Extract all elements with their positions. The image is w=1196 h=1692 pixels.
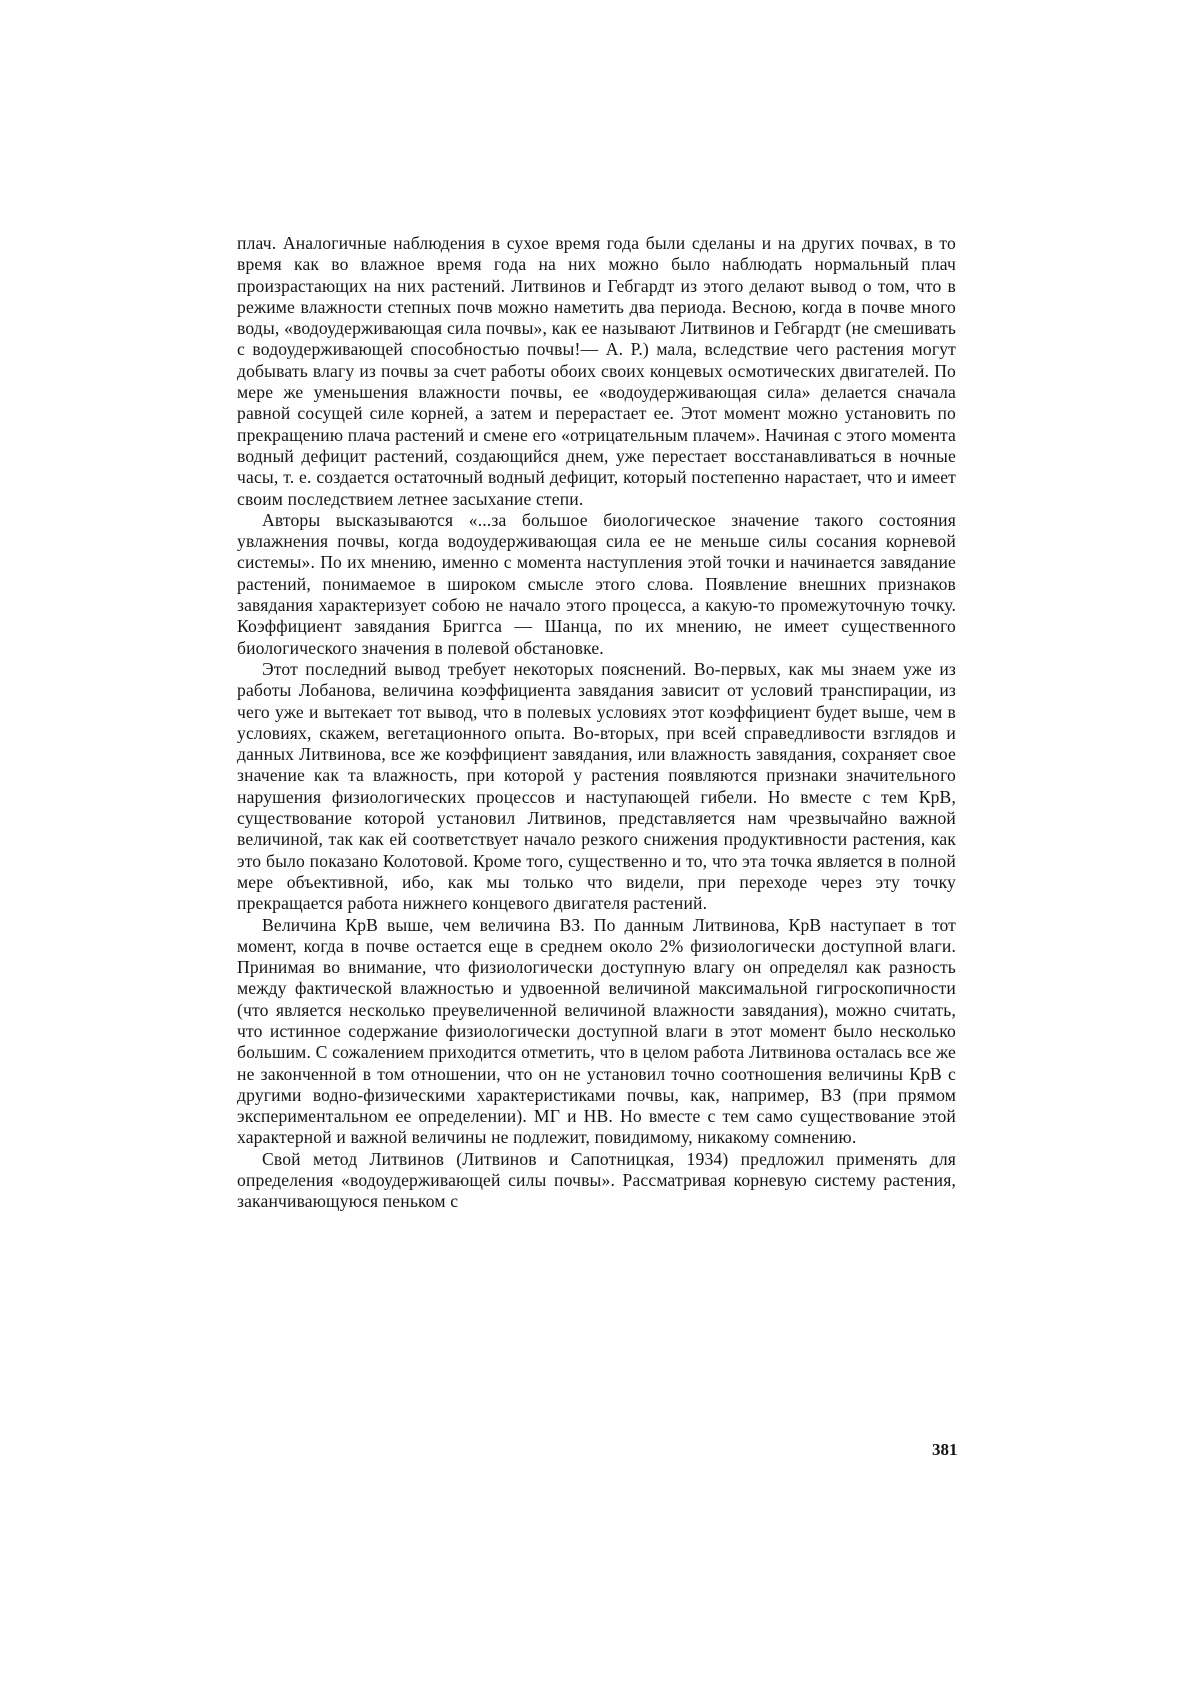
body-text — [237, 233, 956, 1213]
page-number: 381 — [932, 1440, 958, 1459]
paragraph-3: Этот последний вывод требует некоторых пояснений. Во-первых, как мы знаем уже из работы Лобанова, величина коэффициента завядания зависит от условий транспирации, из чего уже и вытекает тот вывод, что в полевых условиях этот коэффициент будет выше, чем в условиях, скажем, вегетационного опыта. Во-вторых, при всей справедливости взглядов и данных Литвинова, все же коэффициент завядания, или влажность завядания, сохраняет свое значение как та влажность, при которой у растения появляются признаки значительного нарушения физиологических процессов и наступающей гибели. Но вместе с тем КрВ, существование которой установил Литвинов, представляется нам чрезвычайно важной величиной, так как ей соответствует начало резкого снижения продуктивности растения, как это было показано Колотовой. Кроме того, существенно и то, что эта точка является в полной мере объективной, ибо, как мы только что видели, при переходе через эту точку прекращается работа нижнего концевого двигателя растений. — [237, 658, 956, 914]
paragraph-5: Свой метод Литвинов (Литвинов и Сапотницкая, 1934) предложил применять для определения «водоудерживающей силы почвы». Рассматривая корневую систему растения, заканчивающуюся пеньком с — [237, 1148, 956, 1212]
paragraph-4: Величина КрВ выше, чем величина ВЗ. По данным Литвинова, КрВ наступает в тот момент, когда в почве остается еще в среднем около 2% физиологически доступной влаги. Принимая во внимание, что физиологически доступную влагу он определял как разность между фактической влажностью и удвоенной величиной максимальной гигроскопичности (что является несколько преувеличенной величиной влажности завядания), можно считать, что истинное содержание физиологически доступной влаги в этот момент было несколько большим. С сожалением приходится отметить, что в целом работа Литвинова осталась все же не законченной в том отношении, что он не установил точно соотношения величины КрВ с другими водно-физическими характеристиками почвы, как, например, ВЗ (при прямом экспериментальном ее определении). МГ и НВ. Но вместе с тем само существование этой характерной и важной величины не подлежит, повидимому, никакому сомнению. — [237, 914, 956, 1148]
paragraph-1: плач. Аналогичные наблюдения в сухое время года были сделаны и на других почвах, в то время как во влажное время года на них можно было наблюдать нормальный плач произрастающих на них растений. Литвинов и Гебгардт из этого делают вывод о том, что в режиме влажности степных почв можно наметить два периода. Весною, когда в почве много воды, «водоудерживающая сила почвы», как ее называют Литвинов и Гебгардт (не смешивать с водоудерживающей способностью почвы!— А. Р.) мала, вследствие чего растения могут добывать влагу из почвы за счет работы обоих своих концевых осмотических двигателей. По мере же уменьшения влажности почвы, ее «водоудерживающая сила» делается сначала равной сосущей силе корней, а затем и перерастает ее. Этот момент можно установить по прекращению плача растений и смене его «отрицательным плачем». Начиная с этого момента водный дефицит растений, создающийся днем, уже перестает восстанавливаться в ночные часы, т. е. создается остаточный водный дефицит, который постепенно нарастает, что и имеет своим последствием летнее засыхание степи. — [237, 233, 956, 509]
paragraph-2: Авторы высказываются «...за большое биологическое значение такого состояния увлажнения почвы, когда водоудерживающая сила ее не меньше силы сосания корневой системы». По их мнению, именно с момента наступления этой точки и начинается завядание растений, понимаемое в широком смысле этого слова. Появление внешних признаков завядания характеризует собою не начало этого процесса, а какую-то промежуточную точку. Коэффициент завядания Бриггса — Шанца, по их мнению, не имеет существенного биологического значения в полевой обстановке. — [237, 509, 956, 658]
